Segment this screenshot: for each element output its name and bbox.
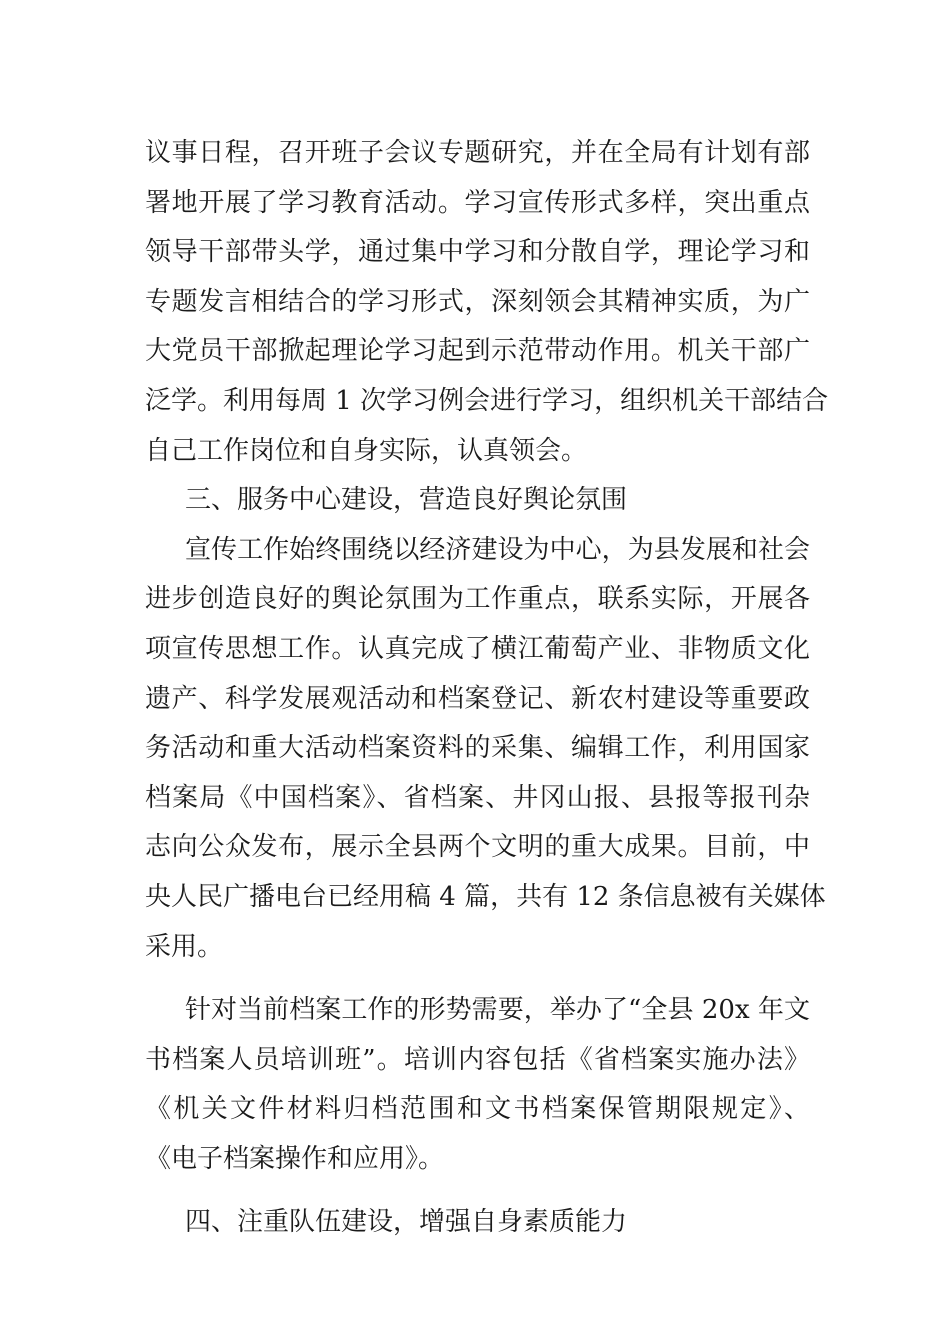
text-line: 遗产、科学发展观活动和档案登记、新农村建设等重要政 xyxy=(145,683,810,714)
text-line: 泛学。利用每周 1 次学习例会进行学习，组织机关干部结合 xyxy=(145,385,829,416)
text-line: 大党员干部掀起理论学习起到示范带动作用。机关干部广 xyxy=(145,336,810,367)
paragraph-training-class xyxy=(145,986,810,1184)
text-line: 央人民广播电台已经用稿 4 篇，共有 12 条信息被有关媒体 xyxy=(145,881,826,912)
section-heading-3 xyxy=(145,476,810,526)
text-line: 《机关文件材料归档范围和文书档案保管期限规定》、 xyxy=(145,1094,810,1125)
text-line: 专题发言相结合的学习形式，深刻领会其精神实质，为广 xyxy=(145,286,810,317)
text-line: 项宣传思想工作。认真完成了横江葡萄产业、非物质文化 xyxy=(145,633,810,664)
text-line: 宣传工作始终围绕以经济建设为中心，为县发展和社会 xyxy=(185,534,810,565)
text-line: 署地开展了学习教育活动。学习宣传形式多样，突出重点 xyxy=(145,187,810,218)
heading-text: 三、服务中心建设，营造良好舆论氛围 xyxy=(185,485,628,516)
document-body xyxy=(145,129,829,1248)
text-line: 《电子档案操作和应用》。 xyxy=(145,1143,445,1174)
text-line: 采用。 xyxy=(145,931,224,962)
text-line: 领导干部带头学，通过集中学习和分散自学，理论学习和 xyxy=(145,237,810,268)
text-line: 进步创造良好的舆论氛围为工作重点，联系实际，开展各 xyxy=(145,584,810,615)
text-line: 针对当前档案工作的形势需要，举办了“全县 20x 年文 xyxy=(185,995,810,1026)
text-line: 议事日程，召开班子会议专题研究，并在全局有计划有部 xyxy=(145,138,810,168)
paragraph-study-activities xyxy=(145,129,829,476)
paragraph-publicity-work xyxy=(145,526,826,972)
heading-text: 四、注重队伍建设，增强自身素质能力 xyxy=(185,1207,628,1238)
text-line: 档案局《中国档案》、省档案、井冈山报、县报等报刊杂 xyxy=(145,782,810,813)
section-heading-4 xyxy=(145,1198,810,1248)
text-line: 务活动和重大活动档案资料的采集、编辑工作，利用国家 xyxy=(145,733,810,764)
text-line: 自己工作岗位和自身实际，认真领会。 xyxy=(145,435,588,466)
text-line: 书档案人员培训班”。培训内容包括《省档案实施办法》 xyxy=(145,1044,810,1075)
text-line: 志向公众发布，展示全县两个文明的重大成果。目前，中 xyxy=(145,832,810,863)
